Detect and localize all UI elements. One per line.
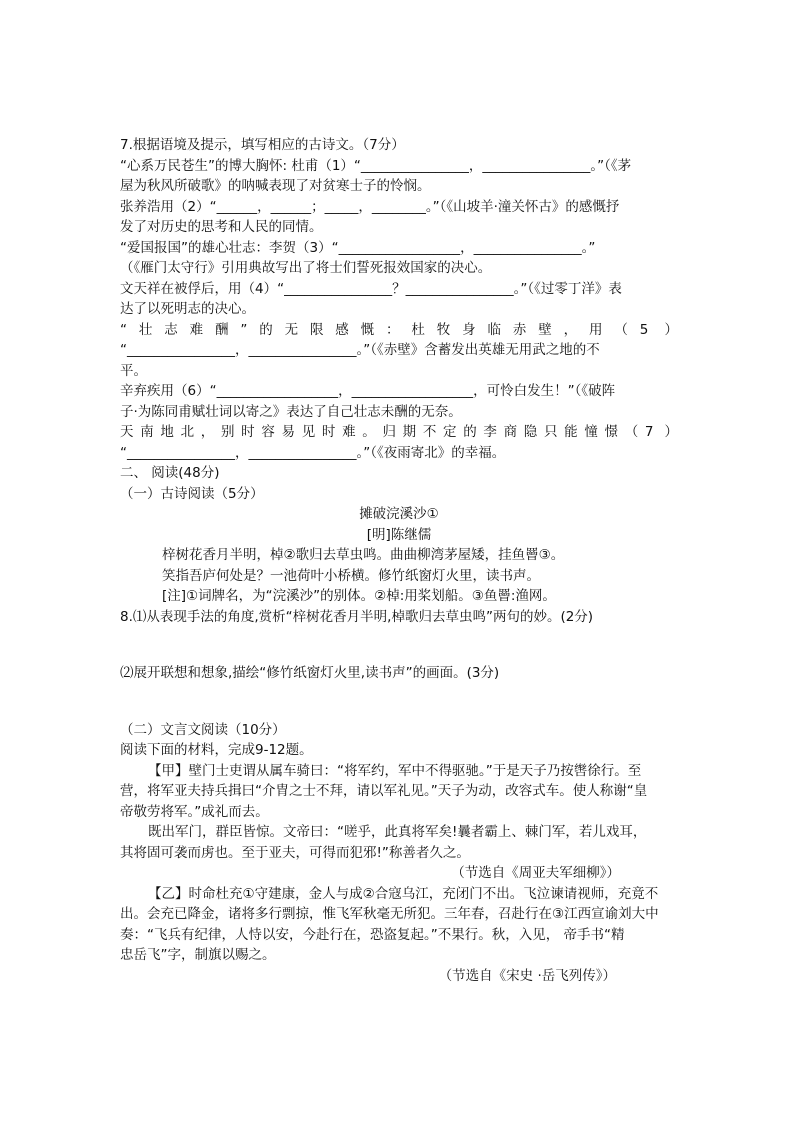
q7-line-8: 达了以死明志的决心。	[120, 301, 255, 317]
passage-b-line-1: 【乙】时命杜充①守建康，金人与成②合寇乌江，充闭门不出。飞泣谏请视师，充竟不	[148, 885, 659, 902]
poem-note: [注]①词牌名，为“浣溪沙”的别体。②棹:用桨划船。③鱼罾:渔网。	[162, 588, 556, 604]
answer-space-8-1	[120, 627, 678, 663]
q7-line-12: 辛弃疾用（6）“__________________，__________________，可怜白发生！”（《破阵	[120, 383, 616, 399]
part-1-title: （一）古诗阅读（5分）	[120, 485, 264, 502]
q7-line-7: 文天祥在被俘后，用（4）“________________？________________。”（《过零丁洋》表	[120, 280, 622, 297]
passage-a-line-5: 其将固可袭而虏也。至于亚夫，可得而犯邪!”称善者久之。	[120, 844, 470, 861]
question-8-1: 8.⑴从表现手法的角度,赏析“梓树花香月半明,棹歌归去草虫鸣”两句的妙。(2分)	[120, 608, 594, 625]
q7-line-5: “爱国报国”的雄心壮志：李贺（3）“__________________，________________。”	[120, 239, 596, 256]
q7-line-1: “心系万民苍生”的博大胸怀: 杜甫（1）“________________，________________。”（《茅	[120, 157, 632, 174]
q7-line-10: “________________，________________。”（《赤壁》含蓄发出英雄无用武之地的不	[120, 342, 600, 358]
question-7-title: 7.根据语境及提示，填写相应的古诗文。（7分）	[120, 137, 405, 153]
question-8-2: ⑵展开联想和想象,描绘“修竹纸窗灯火里,读书声”的画面。(3分)	[120, 665, 500, 681]
passage-b-line-2: 出。会充已降金，诸将多行剽掠，惟飞军秋毫无所犯。三年春，召赴行在③江西宣谕刘大中	[120, 906, 659, 922]
part-2-instruction: 阅读下面的材料，完成9-12题。	[120, 742, 313, 758]
part-2-title: （二）文言文阅读（10分）	[120, 721, 286, 738]
document-content	[120, 135, 678, 986]
q7-line-2: 屋为秋风所破歌》的呐喊表现了对贫寒士子的怜悯。	[120, 178, 431, 194]
passage-b-line-3: 奏：“飞兵有纪律，人恃以安，今赴行在，恐盗复起。”不果行。秋，入见， 帝手书“精	[120, 926, 625, 943]
q7-line-4: 发了对历史的思考和人民的同情。	[120, 219, 323, 235]
passage-b-line-4: 忠岳飞”字，制旗以赐之。	[120, 947, 276, 963]
poem-line-1: 梓树花香月半明，棹②歌归去草虫鸣。曲曲柳湾茅屋矮，挂鱼罾③。	[162, 547, 565, 563]
q7-line-6: （《雁门太守行》引用典故写出了将士们誓死报效国家的决心。	[120, 260, 492, 276]
answer-space-8-2	[120, 684, 678, 720]
q7-line-3: 张养浩用（2）“______，______；_____，________。”（《山坡羊·潼关怀古》的感慨抒	[120, 198, 620, 215]
poem-title: 摊破浣溪沙①	[359, 506, 439, 522]
passage-a-line-4: 既出军门，群臣皆惊。文帝曰：“嗟乎，此真将军矣!曩者霸上、棘门军，若儿戏耳，	[148, 824, 647, 840]
poem-author: [明]陈继儒	[366, 526, 432, 543]
passage-a-source: （节选自《周亚夫军细柳》）	[451, 865, 620, 881]
passage-b-source: （节选自《宋史 ·岳飞列传》）	[438, 967, 616, 984]
q7-line-14: 天南地北，别时容易见时难。归期不定的李商隐只能憧憬（7 ）	[120, 424, 678, 440]
passage-a-line-2: 营，将军亚夫持兵揖曰“介胄之士不拜，请以军礼见。”天子为动，改容式车。使人称谢“皇	[120, 783, 648, 799]
q7-line-13: 子·为陈同甫赋壮词以寄之》表达了自己壮志未酬的无奈。	[120, 403, 462, 420]
passage-a-line-3: 帝敬劳将军。”成礼而去。	[120, 803, 269, 820]
q7-line-9: “壮志难酬”的无限感慨：杜牧身临赤壁，用（5 ）	[120, 321, 678, 338]
section-2-heading: 二、 阅读(48分)	[120, 465, 220, 481]
q7-line-11: 平。	[120, 362, 147, 379]
poem-line-2: 笑指吾庐何处是？一池荷叶小桥横。修竹纸窗灯火里，读书声。	[162, 567, 540, 584]
passage-a-line-1: 【甲】壁门士吏谓从属车骑曰：“将军约，军中不得驱驰。”于是天子乃按辔徐行。至	[148, 762, 642, 779]
q7-line-15: “________________，________________。”（《夜雨寄北》的幸福。	[120, 444, 506, 461]
